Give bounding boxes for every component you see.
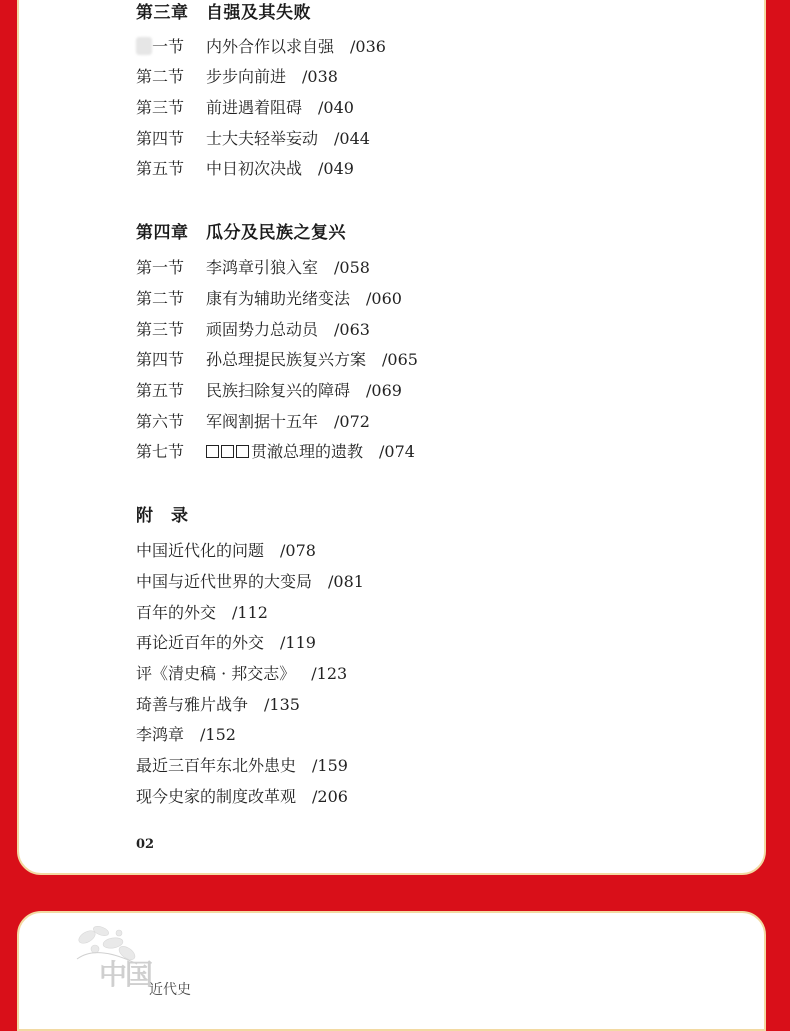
entry-title: 最近三百年东北外患史 <box>136 756 297 775</box>
toc-page <box>17 0 766 875</box>
entry-page: /074 <box>379 442 415 461</box>
entry-page: /072 <box>334 412 370 431</box>
entry-title: 士大夫轻举妄动 <box>206 129 319 148</box>
entry-page: /038 <box>302 67 338 86</box>
entry-page: /063 <box>334 320 370 339</box>
entry-page: /058 <box>334 258 370 277</box>
toc-entry[interactable] <box>136 633 316 653</box>
entry-page: /065 <box>382 350 418 369</box>
section-number: 第五节 <box>136 381 185 400</box>
chapter-heading: 第四章 瓜分及民族之复兴 <box>136 223 346 243</box>
entry-title: 现今史家的制度改革观 <box>136 787 297 806</box>
entry-title: 评《清史稿 · 邦交志》 <box>136 664 296 683</box>
entry-page: /119 <box>280 633 316 652</box>
entry-page: /049 <box>318 159 354 178</box>
entry-page: /040 <box>318 98 354 117</box>
toc-entry[interactable] <box>136 289 402 309</box>
section-number: 第二节 <box>136 67 185 86</box>
entry-title: 中日初次决战 <box>206 159 303 178</box>
entry-title: 民族扫除复兴的障碍 <box>206 381 351 400</box>
section-number: 第六节 <box>136 412 185 431</box>
entry-title: 中国近代化的问题 <box>136 541 265 560</box>
missing-glyph-box <box>206 442 251 461</box>
section-number: 一节 <box>136 37 206 57</box>
section-number: 第七节 <box>136 442 185 461</box>
entry-page: /069 <box>366 381 402 400</box>
entry-title: 李鸿章引狼入室 <box>206 258 319 277</box>
toc-entry[interactable] <box>136 320 370 340</box>
toc-entry[interactable] <box>136 725 236 745</box>
entry-page: /206 <box>312 787 348 806</box>
toc-entry[interactable] <box>136 756 348 776</box>
toc-entry[interactable] <box>136 442 415 462</box>
entry-page: /081 <box>328 572 364 591</box>
entry-page: /135 <box>264 695 300 714</box>
entry-title: 贯澈总理的遗教 <box>251 442 364 461</box>
entry-title: 顽固势力总动员 <box>206 320 319 339</box>
section-number: 第一节 <box>136 258 185 277</box>
toc-entry[interactable] <box>136 787 348 807</box>
toc-entry[interactable] <box>136 412 370 432</box>
section-number: 第三节 <box>136 320 185 339</box>
entry-page: /044 <box>334 129 370 148</box>
entry-page: /036 <box>350 37 386 56</box>
entry-title: 中国与近代世界的大变局 <box>136 572 313 591</box>
entry-title: 步步向前进 <box>206 67 287 86</box>
entry-page: /060 <box>366 289 402 308</box>
appendix-heading: 附 录 <box>136 506 189 526</box>
toc-entry[interactable] <box>136 603 268 623</box>
section-number: 第四节 <box>136 129 185 148</box>
toc-entry[interactable] <box>136 664 347 684</box>
toc-entry[interactable] <box>136 381 402 401</box>
section-number: 第四节 <box>136 350 185 369</box>
entry-title: 内外合作以求自强 <box>206 37 335 56</box>
section-number: 第三节 <box>136 98 185 117</box>
entry-title: 孙总理提民族复兴方案 <box>206 350 367 369</box>
entry-title: 琦善与雅片战争 <box>136 695 249 714</box>
entry-title: 再论近百年的外交 <box>136 633 265 652</box>
entry-title: 康有为辅助光绪变法 <box>206 289 351 308</box>
section-number: 第二节 <box>136 289 185 308</box>
entry-title: 李鸿章 <box>136 725 185 744</box>
logo-subtitle: 近代史 <box>149 982 191 998</box>
entry-title: 前进遇着阻碍 <box>206 98 303 117</box>
chapter-heading: 第三章 自强及其失败 <box>136 3 311 23</box>
toc-entry[interactable] <box>136 129 370 149</box>
entry-page: /112 <box>232 603 268 622</box>
entry-title: 百年的外交 <box>136 603 217 622</box>
entry-page: /159 <box>312 756 348 775</box>
entry-page: /152 <box>200 725 236 744</box>
toc-entry[interactable] <box>136 98 354 118</box>
section-number: 第五节 <box>136 159 185 178</box>
entry-page: /123 <box>311 664 348 683</box>
logo-mark: 中国 <box>99 958 152 991</box>
toc-entry[interactable] <box>136 159 354 179</box>
smudge-mark <box>136 37 152 55</box>
toc-entry[interactable] <box>136 695 300 715</box>
toc-entry[interactable] <box>136 37 386 57</box>
toc-entry[interactable] <box>136 572 364 592</box>
entry-title: 军阀割据十五年 <box>206 412 319 431</box>
next-page-card <box>17 911 766 1031</box>
toc-entry[interactable] <box>136 350 418 370</box>
entry-page: /078 <box>280 541 316 560</box>
toc-entry[interactable] <box>136 541 316 561</box>
toc-entry[interactable] <box>136 67 338 87</box>
toc-entry[interactable] <box>136 258 370 278</box>
page-number: 02 <box>136 837 155 852</box>
